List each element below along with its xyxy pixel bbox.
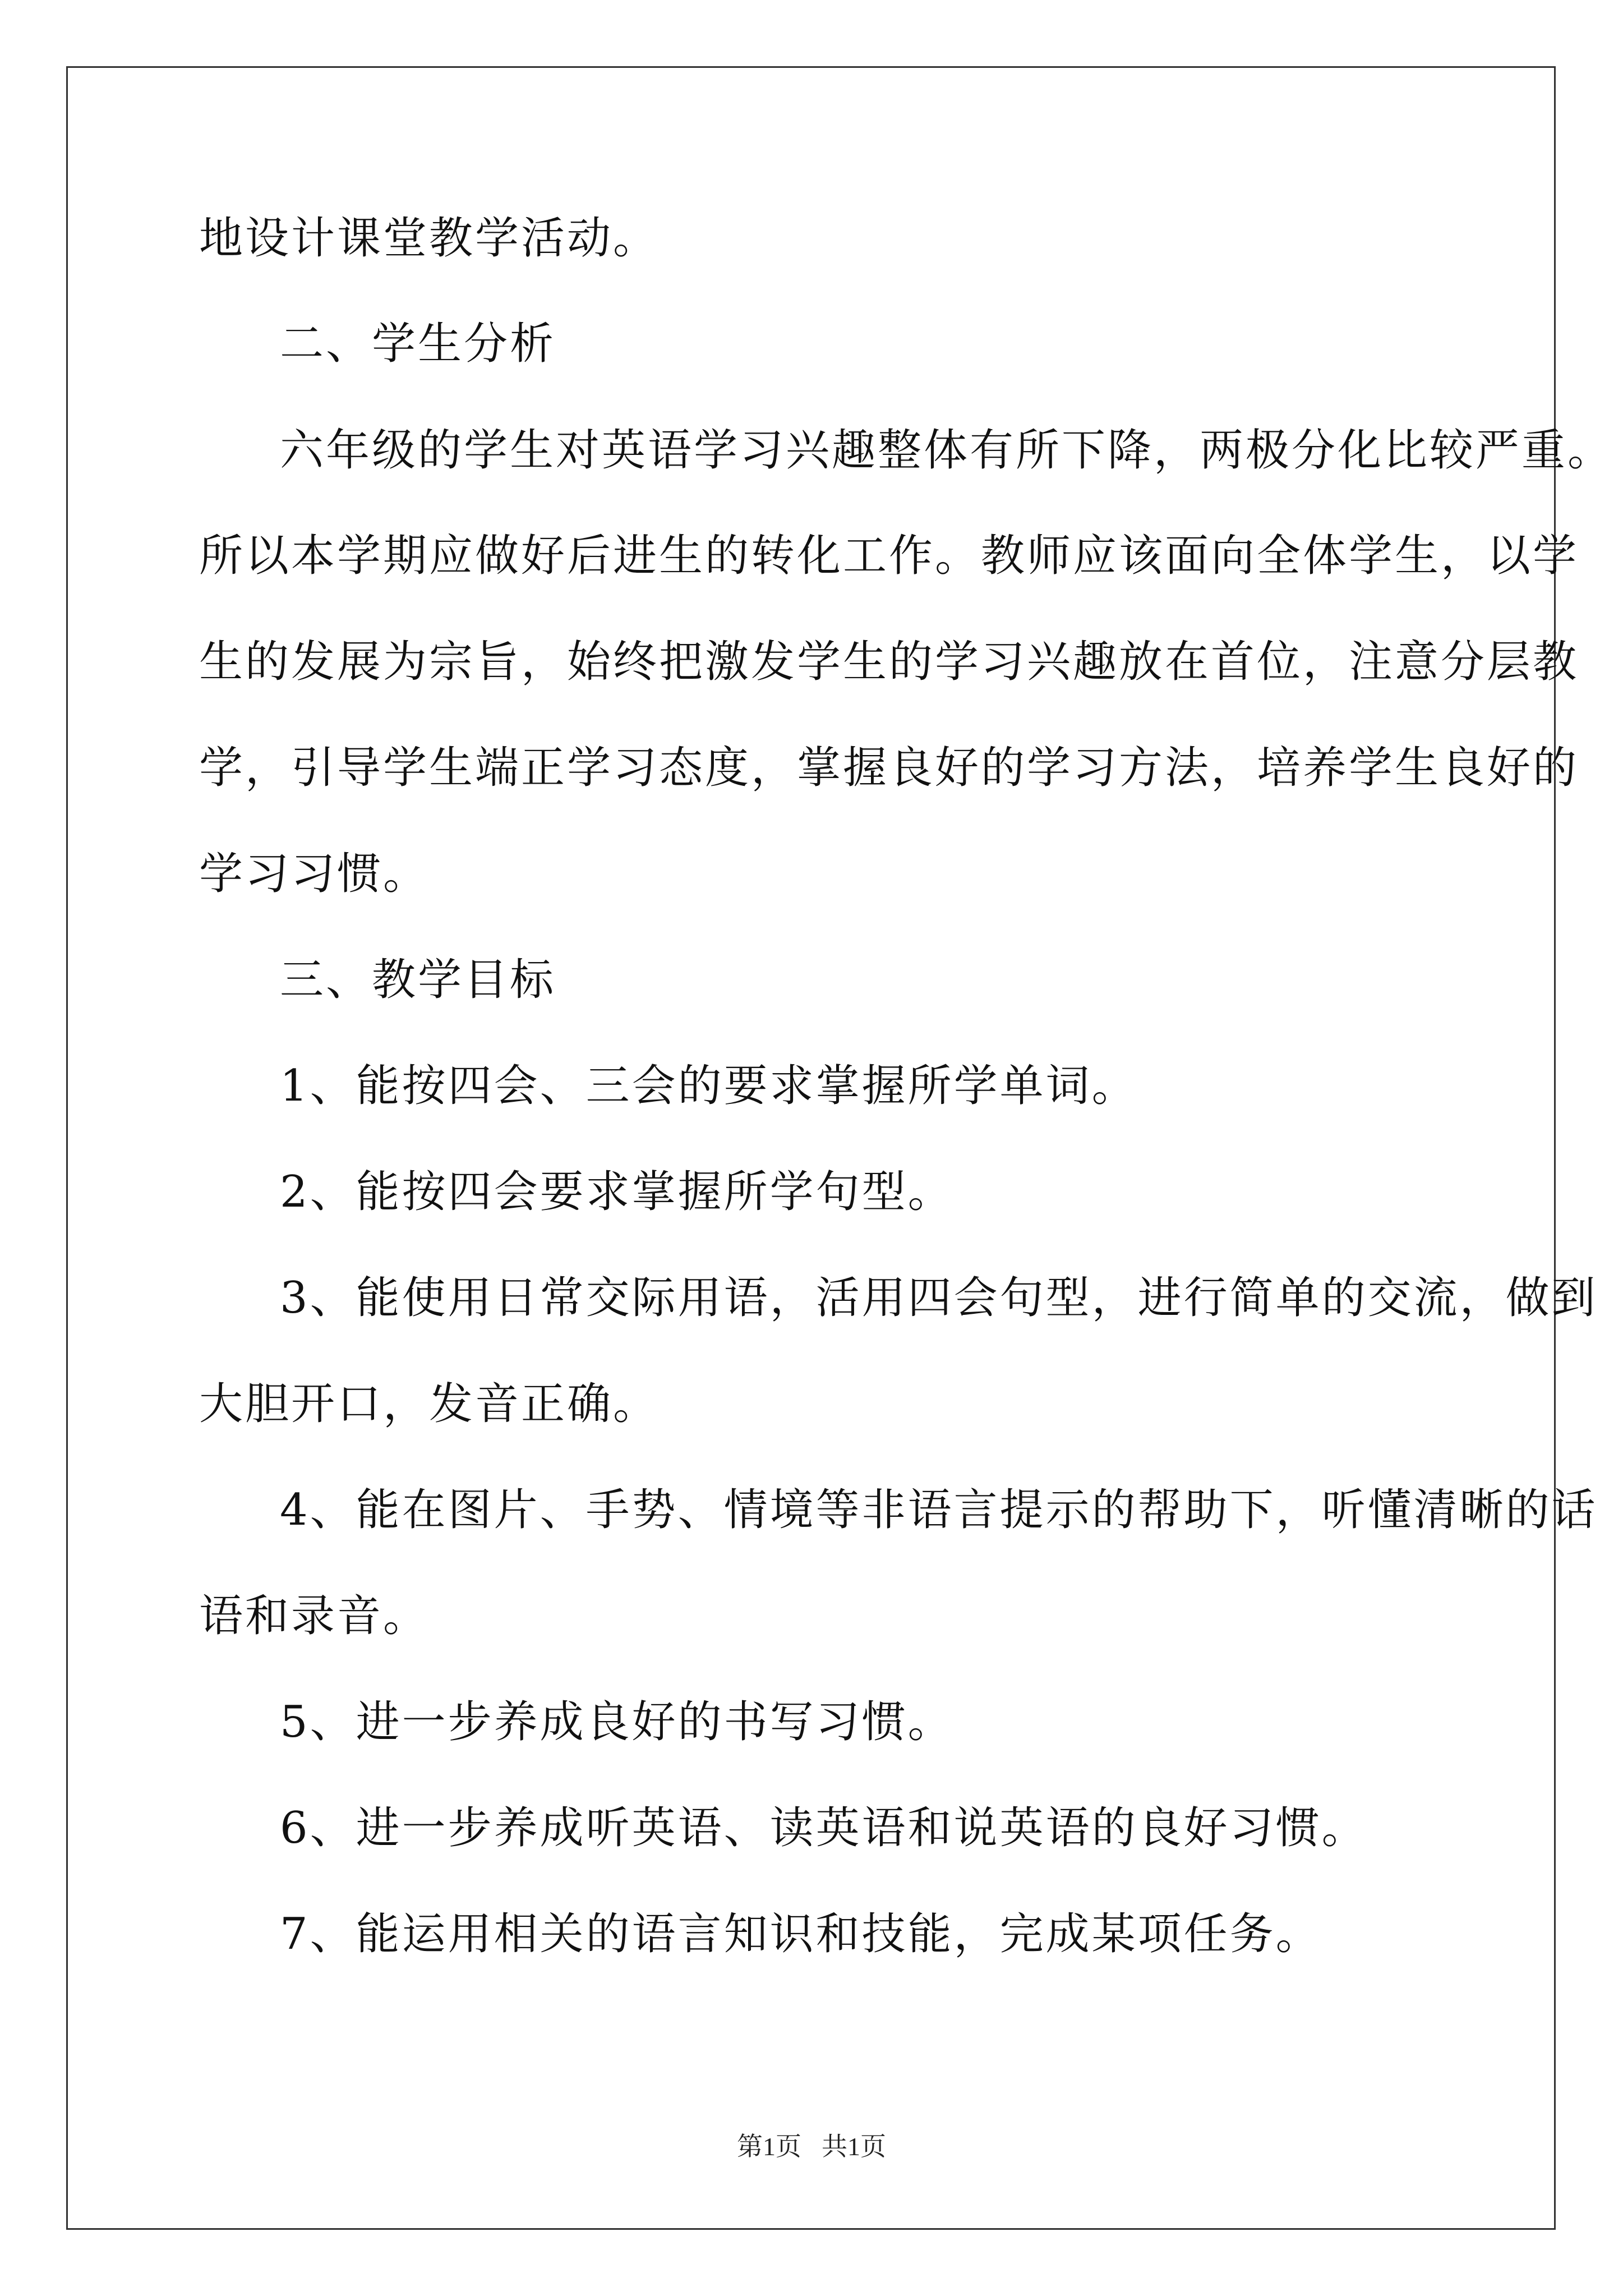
paragraph-line: 地设计课堂教学活动。 [199,213,660,264]
list-item: 2、能按四会要求掌握所学句型。 [280,1167,954,1217]
section-heading-student-analysis: 二、学生分析 [280,319,556,369]
list-item: 7、能运用相关的语言知识和技能，完成某项任务。 [280,1909,1322,1959]
list-item: 5、进一步养成良好的书写习惯。 [280,1697,954,1747]
paragraph-line: 学，引导学生端正学习态度，掌握良好的学习方法，培养学生良好的 [199,743,1579,793]
list-item-continuation: 大胆开口，发音正确。 [199,1379,660,1429]
paragraph-line: 所以本学期应做好后进生的转化工作。教师应该面向全体学生，以学 [199,531,1579,581]
list-item: 4、能在图片、手势、情境等非语言提示的帮助下，听懂清晰的话 [280,1485,1598,1535]
paragraph-line: 生的发展为宗旨，始终把激发学生的学习兴趣放在首位，注意分层教 [199,637,1579,687]
total-pages-label: 共1页 [822,2132,886,2161]
paragraph-line: 学习习惯。 [199,849,430,899]
list-item: 6、进一步养成听英语、读英语和说英语的良好习惯。 [280,1803,1368,1853]
list-item: 3、能使用日常交际用语，活用四会句型，进行简单的交流，做到 [280,1273,1598,1323]
list-item: 1、能按四会、三会的要求掌握所学单词。 [280,1061,1138,1111]
paragraph-line: 六年级的学生对英语学习兴趣整体有所下降，两极分化比较严重。 [280,425,1614,476]
page-border [66,66,1556,2230]
page-footer [0,2130,1623,2164]
section-heading-teaching-goals: 三、教学目标 [280,955,556,1005]
current-page-label: 第1页 [737,2132,801,2161]
list-item-continuation: 语和录音。 [199,1591,430,1641]
